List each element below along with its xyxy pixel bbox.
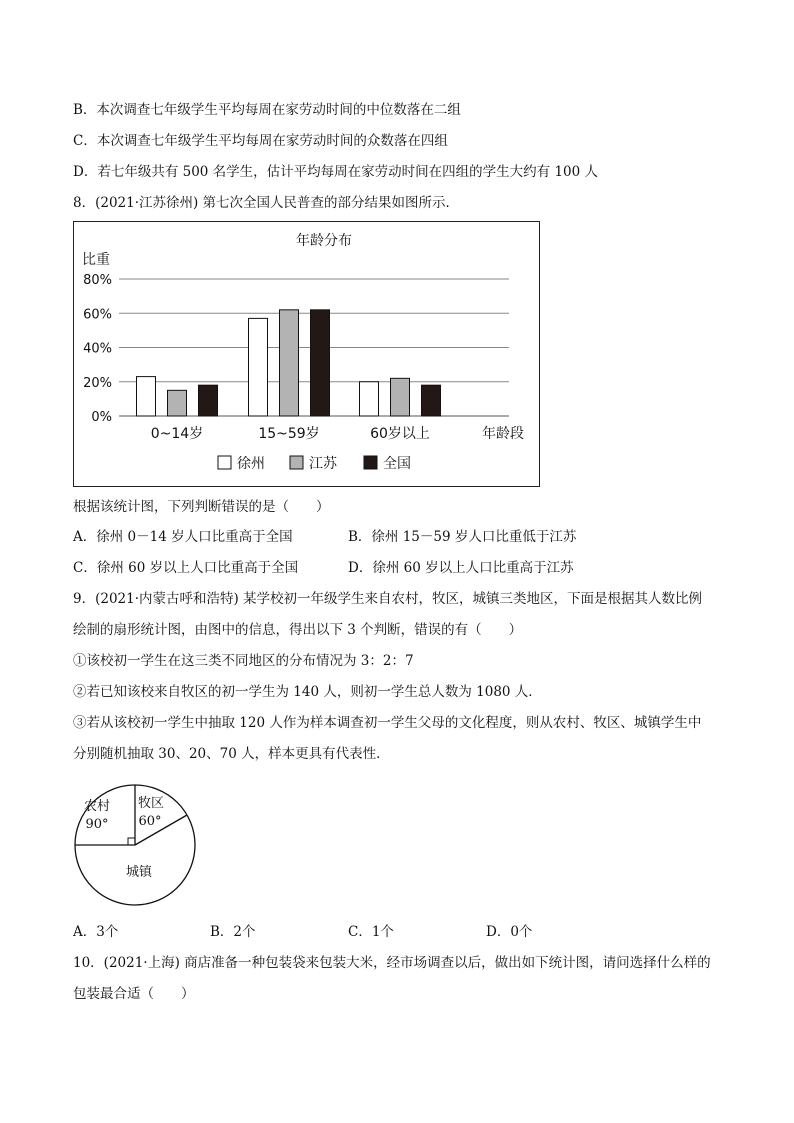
q9-option-a: A．3个 [73,924,119,940]
pie-pastoral-label: 牧区 [137,796,165,811]
y-tick-label: 60% [83,307,112,323]
bar [311,310,330,416]
bar [280,310,299,416]
bar [249,318,268,416]
q8-option-d: D．徐州 60 岁以上人口比重高于江苏 [348,560,574,576]
pie-town-label: 城镇 [125,865,153,880]
pie-rural-angle: 90° [85,817,109,832]
q8-question: 根据该统计图，下列判断错误的是（ ） [73,499,330,515]
x-axis-label: 年龄段 [482,426,524,442]
q9-statement-2: ②若已知该校来自牧区的初一学生为 140 人，则初一学生总人数为 1080 人． [73,684,542,700]
bar [360,382,379,416]
q7-option-d: D．若七年级共有 500 名学生，估计平均每周在家劳动时间在四组的学生大约有 100 人 [73,164,599,180]
q9-stem-line1: 9．(2021·内蒙古呼和浩特) 某学校初一年级学生来自农村，牧区，城镇三类地区，下面是根据其人数比例 [73,591,703,607]
bar [137,377,156,416]
q7-option-c: C．本次调查七年级学生平均每周在家劳动时间的众数落在四组 [73,133,448,149]
chart-svg [74,222,539,486]
q7-option-b: B．本次调查七年级学生平均每周在家劳动时间的中位数落在二组 [73,102,461,118]
legend-label: 徐州 [237,456,265,472]
y-tick-label: 40% [83,341,112,357]
x-category-label: 0~14岁 [150,426,204,442]
q8-stem: 8．(2021·江苏徐州) 第七次全国人民普查的部分结果如图所示． [73,195,460,211]
y-tick-label: 80% [83,273,112,288]
bar [391,378,410,416]
bar [199,385,218,416]
q10-stem-line1: 10．(2021·上海) 商店准备一种包装袋来包装大米，经市场调查以后，做出如下统计图，请问选择什么样的 [73,955,711,971]
legend-label: 全国 [383,456,411,472]
bar [168,390,187,416]
legend-swatch [290,456,303,469]
q10-stem-line2: 包装最合适（ ） [73,986,195,1002]
pie-pastoral-angle: 60° [138,814,162,829]
x-category-label: 15~59岁 [258,426,320,442]
y-axis-label: 比重 [82,252,110,268]
pie-chart [73,783,197,907]
y-tick-label: 0% [91,410,112,425]
q9-statement-3-line2: 分别随机抽取 30、20、70 人，样本更具有代表性． [73,746,390,762]
q9-option-d: D．0个 [486,924,533,940]
q8-option-b: B．徐州 15－59 岁人口比重低于江苏 [348,529,577,545]
q8-option-a: A．徐州 0－14 岁人口比重高于全国 [73,529,293,545]
q9-stem-line2: 绘制的扇形统计图，由图中的信息，得出以下 3 个判断，错误的有（ ） [73,622,523,638]
y-tick-label: 20% [83,375,112,391]
x-category-label: 60岁以上 [370,426,430,442]
q9-option-b: B．2个 [210,924,256,940]
pie-rural-label: 农村 [83,799,111,814]
bar [422,385,441,416]
q9-statement-1: ①该校初一学生在这三类不同地区的分布情况为 3：2：7 [73,653,414,669]
q8-option-c: C．徐州 60 岁以上人口比重高于全国 [73,560,299,576]
q9-statement-3-line1: ③若从该校初一学生中抽取 120 人作为样本调查初一学生父母的文化程度，则从农村、牧区、城镇学生中 [73,715,702,731]
age-distribution-chart [73,221,540,487]
legend-swatch [218,456,231,469]
q9-option-c: C．1个 [348,924,394,940]
legend-swatch [364,456,377,469]
legend-label: 江苏 [309,456,337,472]
chart-title: 年龄分布 [296,233,352,249]
